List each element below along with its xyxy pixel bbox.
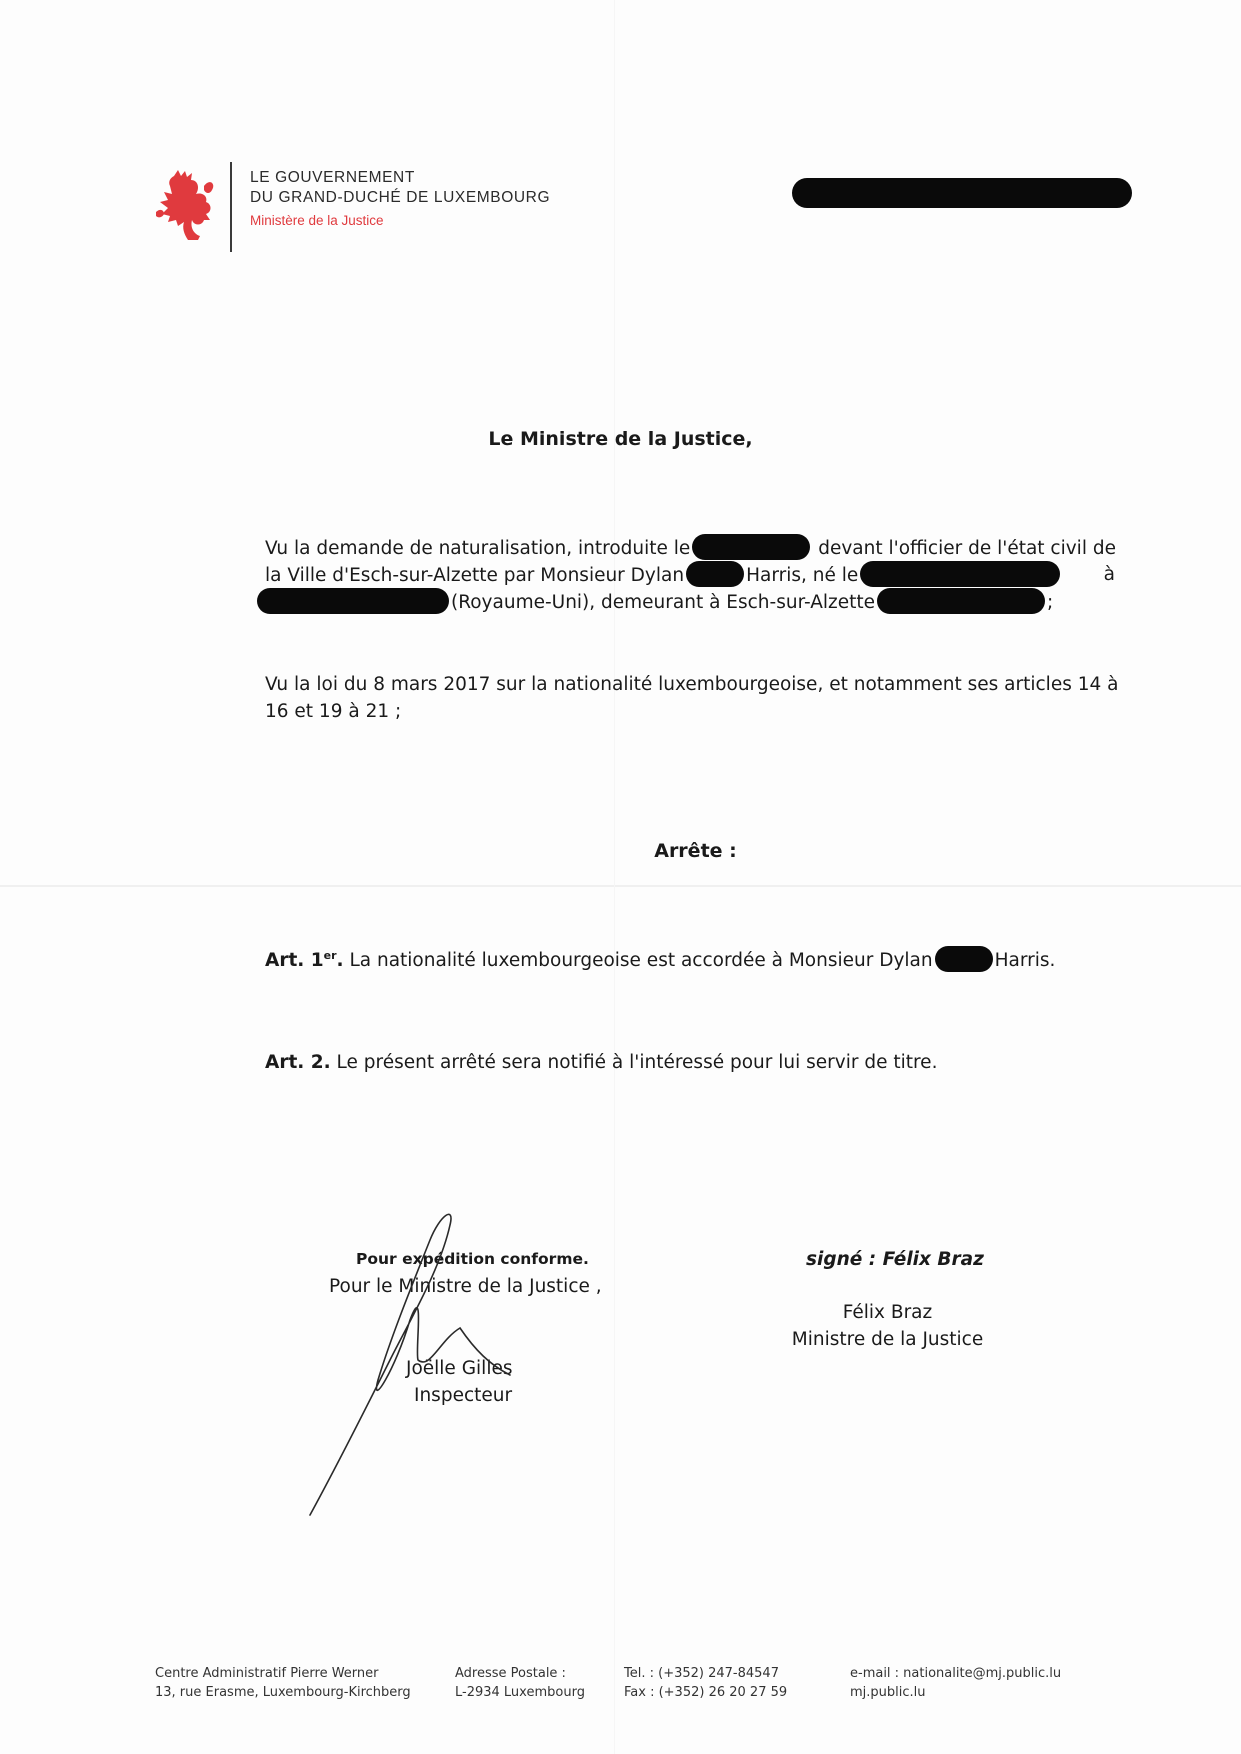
text-fragment: Harris, né le [746,565,859,586]
text-fragment: (Royaume-Uni), demeurant à Esch-sur-Alzette [451,592,876,613]
article-1-superscript: er [323,948,337,962]
paragraph-line: Vu la loi du 8 mars 2017 sur la nationalité luxembourgeoise, et notamment ses articles 14 à [265,674,1119,695]
footer-phone [624,1664,787,1702]
government-name [250,168,550,208]
paragraph-line [265,561,1115,588]
redacted-name [686,561,744,587]
paragraph-law [265,671,1119,725]
paragraph-line [265,534,1115,561]
footer-line: 13, rue Erasme, Luxembourg-Kirchberg [155,1685,411,1700]
pour-le-ministre: Pour le Ministre de la Justice , [329,1276,602,1297]
footer-email[interactable]: e-mail : nationalite@mj.public.lu [850,1666,1062,1681]
expedition-conforme: Pour expédition conforme. [356,1250,589,1268]
government-line-2: DU GRAND-DUCHÉ DE LUXEMBOURG [250,189,551,206]
footer-address [155,1664,411,1702]
paper-fold-horizontal [0,885,1241,887]
article-1 [265,946,1055,972]
paragraph-request [265,534,1115,615]
footer-line: Tel. : (+352) 247-84547 [624,1666,779,1681]
article-2 [265,1052,937,1073]
minister-name: Félix Braz [842,1302,933,1323]
article-1-text: La nationalité luxembourgeoise est accordée à Monsieur Dylan [349,950,933,971]
redacted-reference [792,178,1132,208]
article-1-label: Art. 1 [265,950,324,971]
signatory-name: Joëlle Gilles [406,1358,513,1379]
red-lion-icon [154,168,216,242]
header-divider [230,162,232,252]
article-2-label: Art. 2. [265,1052,331,1073]
redacted-birthplace [257,588,449,614]
text-fragment: à [1103,564,1115,585]
footer-line: Centre Administratif Pierre Werner [155,1666,379,1681]
article-1-dot: . [336,950,344,971]
redacted-name [935,946,993,972]
footer-line: Fax : (+352) 26 20 27 59 [624,1685,788,1700]
signed-by: signé : Félix Braz [806,1249,984,1270]
minister-title: Ministre de la Justice [791,1329,984,1350]
signatory-title: Inspecteur [414,1385,513,1406]
handwritten-signature [300,1210,580,1520]
redacted-address [877,588,1045,614]
arrete-heading: Arrête : [654,840,737,862]
text-fragment: Vu la demande de naturalisation, introduite le [265,538,691,559]
paragraph-line [257,588,1115,615]
footer-contact [850,1664,1061,1702]
redacted-birthdate [860,561,1060,587]
paper-fold-vertical [614,0,615,1754]
text-fragment: ; [1047,592,1054,613]
footer-line: L-2934 Luxembourg [455,1685,585,1700]
redacted-date [692,534,810,560]
article-2-text: Le présent arrêté sera notifié à l'intéressé pour lui servir de titre. [336,1052,938,1073]
text-fragment: devant l'officier de l'état civil de [818,538,1116,559]
ministry-name: Ministère de la Justice [250,213,384,228]
footer-line: Adresse Postale : [455,1666,566,1681]
footer-website[interactable]: mj.public.lu [850,1685,926,1700]
paragraph-line: 16 et 19 à 21 ; [265,701,402,722]
document-title: Le Ministre de la Justice, [488,428,753,450]
footer-postal [455,1664,585,1702]
government-line-1: LE GOUVERNEMENT [250,169,415,186]
article-1-tail: Harris. [994,950,1056,971]
text-fragment: la Ville d'Esch-sur-Alzette par Monsieur Dylan [265,565,685,586]
